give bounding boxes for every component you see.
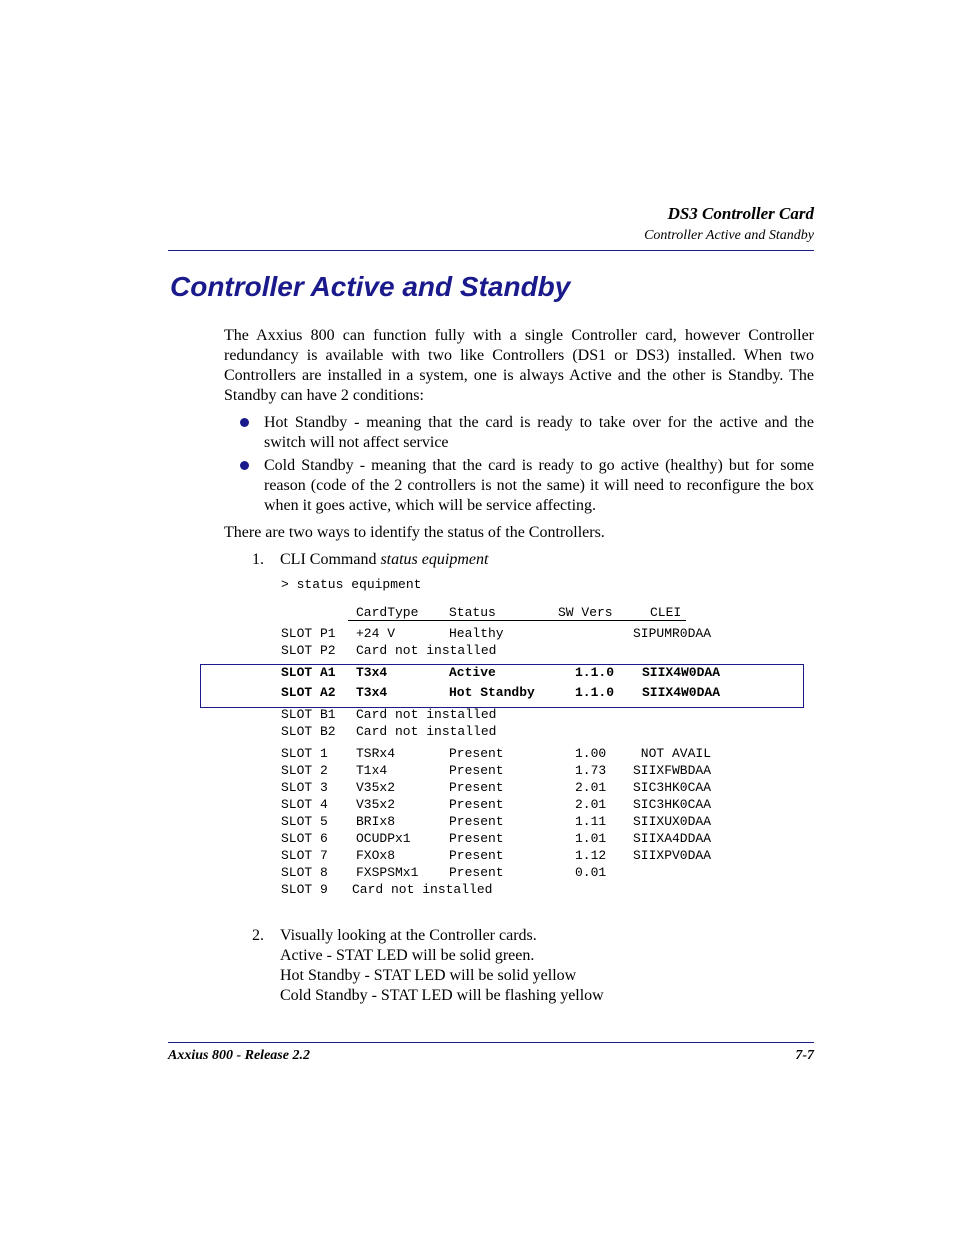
table-cell: SLOT 5	[281, 814, 328, 829]
table-cell: SLOT 6	[281, 831, 328, 846]
table-cell: Present	[449, 746, 504, 761]
table-cell: SIIX4W0DAA	[642, 665, 721, 680]
bullet-icon	[240, 418, 249, 427]
table-cell: SLOT 8	[281, 865, 328, 880]
table-cell: SIIXPV0DAA	[633, 848, 712, 863]
table-cell: SLOT B1	[281, 707, 336, 722]
table-cell: SLOT P2	[281, 643, 336, 658]
table-cell: BRIx8	[356, 814, 396, 829]
bullet-icon	[240, 461, 249, 470]
table-cell: V35x2	[356, 780, 396, 795]
table-cell: Card not installed	[352, 882, 493, 897]
table-cell: NOT AVAIL	[633, 746, 712, 761]
step-line: Active - STAT LED will be solid green.	[280, 947, 535, 964]
table-cell: SLOT 2	[281, 763, 328, 778]
step-line: Hot Standby - STAT LED will be solid yellow	[280, 967, 577, 984]
table-cell: Present	[449, 865, 504, 880]
step-text: CLI Command	[280, 551, 381, 568]
table-cell: FXOx8	[356, 848, 396, 863]
table-cell: 1.12	[575, 848, 607, 863]
table-cell: SLOT P1	[281, 626, 336, 641]
table-cell: Card not installed	[356, 724, 497, 739]
table-cell: Hot Standby	[449, 685, 535, 700]
running-header-chapter: DS3 Controller Card	[667, 204, 814, 223]
table-cell: SIIXA4DDAA	[633, 831, 712, 846]
bullet-cold-standby: Cold Standby - meaning that the card is ready to go active (healthy) but for some reason (code of the 2 controllers is not the same) it will need to reconfigure the box when it goes active, which will be service affecting.	[264, 457, 814, 514]
step-visual	[280, 926, 604, 1006]
table-cell: OCUDPx1	[356, 831, 411, 846]
table-cell: 1.00	[575, 746, 607, 761]
table-row	[0, 707, 954, 724]
table-cell: 1.1.0	[575, 685, 615, 700]
table-cell: SIIXFWBDAA	[633, 763, 712, 778]
page-number: 7-7	[795, 1048, 814, 1063]
table-cell: SLOT 3	[281, 780, 328, 795]
table-cell: Card not installed	[356, 707, 497, 722]
table-header-rule	[348, 620, 686, 621]
table-cell: 0.01	[575, 865, 607, 880]
col-status: Status	[449, 605, 496, 620]
table-cell: Present	[449, 831, 504, 846]
table-cell: Present	[449, 797, 504, 812]
step-line: Cold Standby - STAT LED will be flashing yellow	[280, 987, 604, 1004]
table-row	[0, 831, 954, 848]
table-row	[0, 685, 954, 702]
footer-release: Axxius 800 - Release 2.2	[168, 1048, 310, 1063]
step-number: 2.	[252, 927, 264, 944]
table-cell: Present	[449, 763, 504, 778]
table-cell: SIPUMR0DAA	[633, 626, 712, 641]
table-cell: T3x4	[356, 685, 388, 700]
table-cell: 2.01	[575, 797, 607, 812]
step-command: status equipment	[380, 551, 489, 568]
table-cell: SIIXUX0DAA	[633, 814, 712, 829]
table-row	[0, 882, 954, 899]
table-row	[0, 626, 954, 643]
table-row	[0, 665, 954, 682]
ways-paragraph: There are two ways to identify the status of the Controllers.	[224, 524, 605, 541]
table-cell: Card not installed	[356, 643, 497, 658]
table-row	[0, 865, 954, 882]
table-cell: V35x2	[356, 797, 396, 812]
table-cell: T3x4	[356, 665, 388, 680]
table-cell: 1.01	[575, 831, 607, 846]
table-row	[0, 763, 954, 780]
table-row	[0, 724, 954, 741]
step-number: 1.	[252, 551, 264, 568]
table-cell: FXSPSMx1	[356, 865, 419, 880]
table-cell: 1.1.0	[575, 665, 615, 680]
table-cell: Present	[449, 780, 504, 795]
col-cardtype: CardType	[356, 605, 419, 620]
cli-prompt: > status equipment	[281, 577, 422, 592]
table-cell: 1.73	[575, 763, 607, 778]
table-cell: +24 V	[356, 626, 396, 641]
page-title: Controller Active and Standby	[170, 271, 571, 302]
table-cell: SLOT 7	[281, 848, 328, 863]
col-clei: CLEI	[650, 605, 682, 620]
table-row	[0, 814, 954, 831]
table-cell: Active	[449, 665, 496, 680]
table-row	[0, 780, 954, 797]
table-cell: T1x4	[356, 763, 388, 778]
table-cell: Present	[449, 814, 504, 829]
table-row	[0, 643, 954, 660]
table-cell: SLOT 1	[281, 746, 328, 761]
table-row	[0, 848, 954, 865]
table-cell: 1.11	[575, 814, 607, 829]
table-cell: Healthy	[449, 626, 504, 641]
table-cell: SLOT 9	[281, 882, 328, 897]
step-line: Visually looking at the Controller cards.	[280, 927, 537, 944]
running-header-section: Controller Active and Standby	[644, 228, 814, 243]
table-cell: SLOT 4	[281, 797, 328, 812]
table-row	[0, 746, 954, 763]
table-cell: SIC3HK0CAA	[633, 780, 712, 795]
table-cell: TSRx4	[356, 746, 396, 761]
table-cell: SIIX4W0DAA	[642, 685, 721, 700]
table-cell: Present	[449, 848, 504, 863]
intro-paragraph: The Axxius 800 can function fully with a single Controller card, however Controller redundancy is available with two like Controllers (DS1 or DS3) installed. When two Controllers are installed in a system, one is always Active and the other is Standby. The Standby can have 2 conditions:	[224, 327, 814, 404]
header-rule	[168, 250, 814, 251]
table-cell: 2.01	[575, 780, 607, 795]
table-row	[0, 797, 954, 814]
bullet-hot-standby: Hot Standby - meaning that the card is ready to take over for the active and the switch will not affect service	[264, 414, 814, 451]
table-cell: SIC3HK0CAA	[633, 797, 712, 812]
col-sw-vers: SW Vers	[558, 605, 613, 620]
table-cell: SLOT B2	[281, 724, 336, 739]
step-cli-command	[280, 550, 488, 570]
table-cell: SLOT A1	[281, 665, 336, 680]
table-cell: SLOT A2	[281, 685, 336, 700]
footer-rule	[168, 1042, 814, 1043]
